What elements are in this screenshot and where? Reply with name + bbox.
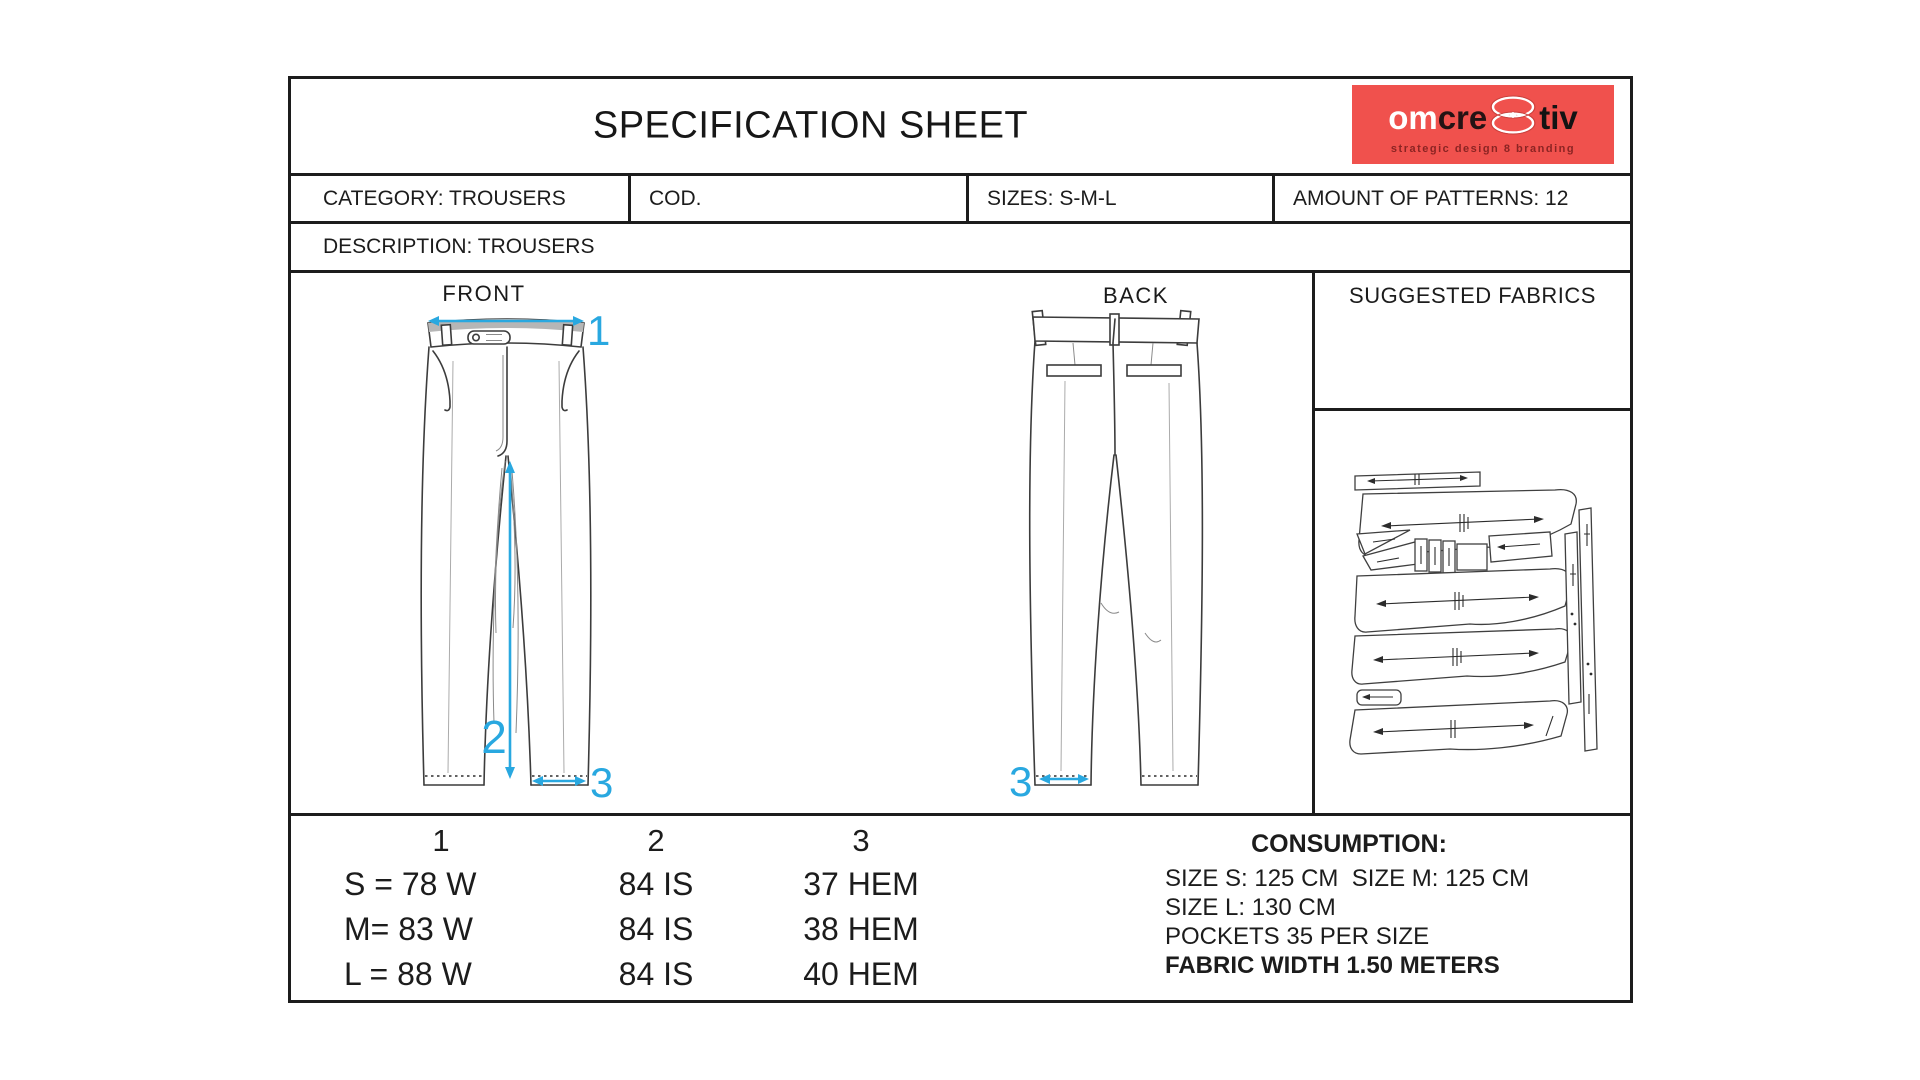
description-row: DESCRIPTION: TROUSERS (291, 221, 1630, 270)
cod-cell: COD. (631, 176, 969, 221)
back-view-label: BACK (1103, 283, 1169, 308)
brand-logo-wordmark (1388, 95, 1578, 140)
consumption-size-l: SIZE L: 130 CM (1165, 894, 1336, 921)
measure-col-header-3: 3 (852, 823, 870, 858)
category-cell: CATEGORY: TROUSERS (291, 176, 631, 221)
front-trouser-drawing (406, 303, 616, 803)
measure-3-front-label: 3 (590, 759, 614, 803)
logo-tagline: strategic design 8 branding (1390, 142, 1576, 155)
logo-text-tiv: tiv (1539, 98, 1578, 136)
logo-text-cre: cre (1437, 98, 1488, 136)
consumption-size-s-m: SIZE S: 125 CM SIZE M: 125 CM (1165, 865, 1530, 892)
suggested-fabrics-title: SUGGESTED FABRICS (1315, 273, 1630, 411)
measure-col-header-2: 2 (647, 823, 665, 858)
table-cell-m-inseam: 84 IS (618, 911, 694, 947)
back-trouser-drawing (1003, 303, 1223, 803)
drawing-area (291, 270, 1630, 813)
patterns-cell: AMOUNT OF PATTERNS: 12 (1293, 186, 1569, 210)
pattern-layout-diagram (1315, 414, 1630, 816)
measurement-table (316, 820, 976, 997)
measure-1-label: 1 (587, 307, 611, 354)
consumption-title: CONSUMPTION: (1251, 830, 1447, 858)
table-cell-s-inseam: 84 IS (618, 866, 694, 902)
table-cell-l-inseam: 84 IS (618, 956, 694, 992)
fabrics-panel (1312, 273, 1630, 816)
consumption-block (1159, 830, 1629, 980)
sizes-cell: SIZES: S-M-L (969, 176, 1275, 221)
specification-sheet (288, 76, 1633, 1003)
logo-text-om: om (1388, 98, 1438, 136)
page-title: SPECIFICATION SHEET (592, 104, 1029, 147)
figure-eight-ellipses-icon (1489, 95, 1537, 140)
measure-3-back-label: 3 (1009, 758, 1033, 803)
front-view-label: FRONT (442, 281, 526, 306)
table-cell-m-waist: M= 83 W (344, 911, 473, 947)
table-cell-m-hem: 38 HEM (803, 911, 919, 947)
title-row (291, 79, 1630, 173)
measure-col-header-1: 1 (432, 823, 450, 858)
table-cell-s-hem: 37 HEM (803, 866, 919, 902)
meta-row (291, 173, 1630, 221)
measure-2-label: 2 (481, 711, 507, 763)
table-cell-s-waist: S = 78 W (344, 866, 477, 902)
consumption-pockets: POCKETS 35 PER SIZE (1165, 923, 1430, 950)
table-cell-l-waist: L = 88 W (344, 956, 472, 992)
bottom-section (291, 813, 1630, 1000)
brand-logo (1352, 85, 1614, 164)
consumption-fabric-width: FABRIC WIDTH 1.50 METERS (1165, 952, 1500, 979)
table-cell-l-hem: 40 HEM (803, 956, 919, 992)
